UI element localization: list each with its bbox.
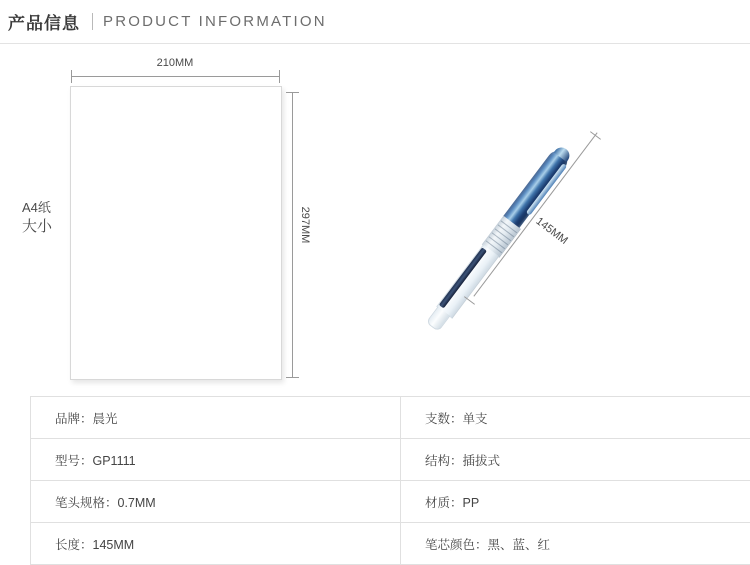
header-divider [92,13,93,30]
paper-height-dimension-label: 297MM [299,185,311,265]
table-row [31,397,750,439]
specification-table [30,396,750,565]
a4-paper-label-line2: 大小 [22,217,68,237]
section-header [0,0,750,44]
spec-cell-model: 型号：GP1111 [31,439,401,481]
pen-illustration [430,104,680,364]
a4-paper-label-line1: A4纸 [22,199,68,217]
page-title-en: PRODUCT INFORMATION [103,13,327,30]
spec-cell-length: 长度：145MM [31,523,401,565]
spec-cell-material: 材质：PP [401,481,750,523]
a4-paper-label [22,199,68,237]
paper-height-tick-bottom [286,377,299,378]
spec-cell-refill-colors: 笔芯颜色：黑、蓝、红 [401,523,750,565]
spec-cell-structure: 结构：插拔式 [401,439,750,481]
table-row [31,523,750,565]
pen-length-dimension-line [473,132,597,296]
table-row [31,439,750,481]
paper-height-tick-top [286,92,299,93]
paper-height-dimension-line [292,92,293,377]
paper-width-dimension-line [71,76,280,77]
a4-paper-shape [70,86,282,380]
paper-width-tick-right [279,70,280,83]
paper-width-tick-left [71,70,72,83]
spec-cell-quantity: 支数：单支 [401,397,750,439]
spec-cell-brand: 品牌：晨光 [31,397,401,439]
pen-barrel [436,244,499,318]
page-title-cn: 产品信息 [8,9,80,34]
paper-width-dimension-label: 210MM [130,57,220,69]
pen-length-dimension-label: 145MM [533,215,596,267]
table-row [31,481,750,523]
product-illustration [0,44,750,389]
pen-cap [502,147,571,229]
spec-cell-tip-size: 笔头规格：0.7MM [31,481,401,523]
